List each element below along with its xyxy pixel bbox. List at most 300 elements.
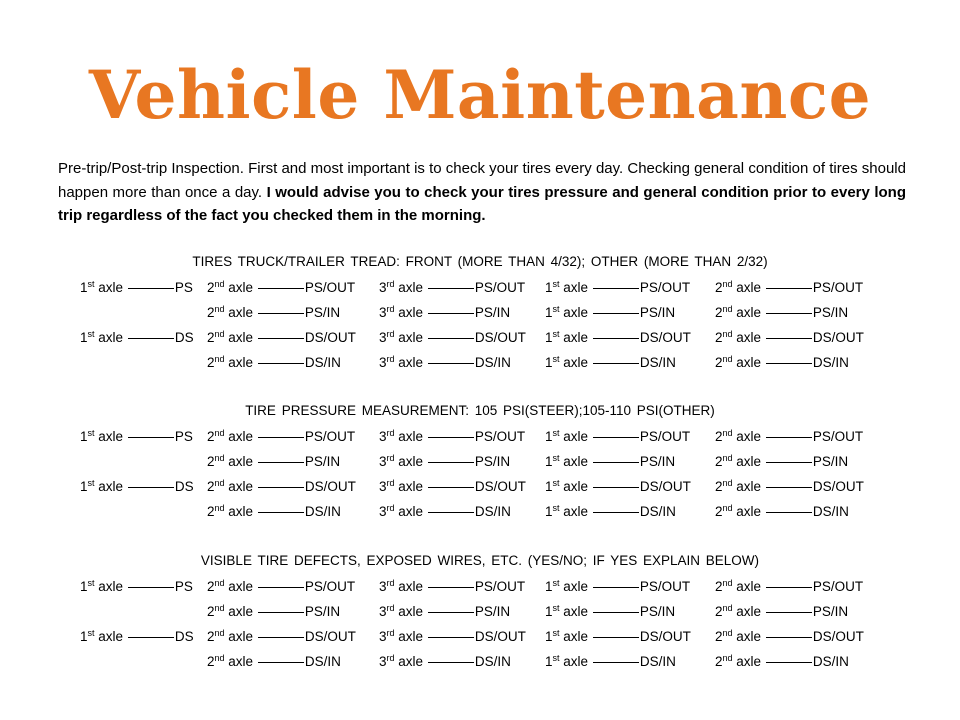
axle-ordinal: nd [722, 653, 733, 663]
axle-number: 3 [379, 504, 387, 519]
blank-field[interactable] [593, 473, 639, 488]
axle-number: 3 [379, 280, 387, 295]
axle-number: 2 [207, 355, 215, 370]
axle-row [0, 274, 960, 298]
axle-ordinal: nd [214, 354, 225, 364]
axle-word: axle [398, 429, 424, 444]
blank-field[interactable] [258, 324, 304, 339]
axle-entry [545, 324, 691, 350]
blank-field[interactable] [766, 598, 812, 613]
axle-number: 2 [207, 429, 215, 444]
blank-field[interactable] [258, 473, 304, 488]
tire-position: PS/OUT [304, 280, 356, 295]
tire-position: PS/OUT [812, 579, 864, 594]
axle-entry [715, 324, 864, 350]
blank-field[interactable] [428, 299, 474, 314]
tire-position: PS/OUT [639, 429, 691, 444]
axle-ordinal: nd [214, 453, 225, 463]
axle-ordinal: nd [722, 304, 733, 314]
blank-field[interactable] [593, 423, 639, 438]
axle-entry [379, 473, 526, 499]
blank-field[interactable] [428, 573, 474, 588]
section-heading: TIRE PRESSURE MEASUREMENT: 105 PSI(STEER);105-110 PSI(OTHER) [245, 403, 715, 418]
axle-ordinal: rd [386, 453, 395, 463]
axle-entry [379, 349, 511, 375]
tire-position: PS/IN [474, 305, 511, 320]
axle-number: 3 [379, 579, 387, 594]
axle-entry [379, 623, 526, 649]
axle-ordinal: st [552, 304, 560, 314]
axle-number: 3 [379, 454, 387, 469]
tire-position: DS/OUT [812, 629, 864, 644]
axle-number: 2 [715, 579, 723, 594]
blank-field[interactable] [428, 648, 474, 663]
axle-ordinal: nd [214, 428, 225, 438]
axle-number: 2 [207, 604, 215, 619]
axle-number: 1 [545, 355, 553, 370]
blank-field[interactable] [258, 349, 304, 364]
axle-word: axle [228, 629, 254, 644]
tire-position: DS/IN [304, 355, 341, 370]
axle-ordinal: nd [214, 478, 225, 488]
axle-number: 2 [207, 330, 215, 345]
axle-entry [207, 324, 356, 350]
axle-entry [379, 299, 510, 325]
axle-ordinal: rd [386, 653, 395, 663]
axle-word: axle [228, 579, 254, 594]
axle-number: 1 [545, 629, 553, 644]
axle-entry [545, 349, 676, 375]
tire-position: DS/IN [474, 504, 511, 519]
axle-word: axle [398, 479, 424, 494]
axle-number: 3 [379, 479, 387, 494]
blank-field[interactable] [766, 498, 812, 513]
axle-entry [379, 448, 510, 474]
tire-position: PS/IN [812, 454, 849, 469]
axle-number: 1 [545, 504, 553, 519]
axle-number: 2 [715, 654, 723, 669]
blank-field[interactable] [766, 573, 812, 588]
axle-entry [715, 349, 849, 375]
tire-position: DS/IN [812, 504, 849, 519]
section-heading: VISIBLE TIRE DEFECTS, EXPOSED WIRES, ETC. (YES/NO; IF YES EXPLAIN BELOW) [200, 553, 760, 568]
axle-word: axle [228, 280, 254, 295]
axle-ordinal: rd [386, 354, 395, 364]
axle-entry [545, 573, 690, 599]
axle-number: 1 [545, 454, 553, 469]
axle-word: axle [228, 604, 254, 619]
axle-ordinal: nd [214, 329, 225, 339]
axle-ordinal: nd [214, 628, 225, 638]
axle-ordinal: st [552, 603, 560, 613]
tire-position: PS/IN [812, 604, 849, 619]
tire-position: PS/OUT [639, 579, 691, 594]
axle-number: 2 [715, 629, 723, 644]
axle-ordinal: st [552, 279, 560, 289]
blank-field[interactable] [593, 324, 639, 339]
axle-word: axle [736, 504, 762, 519]
axle-word: axle [563, 305, 589, 320]
axle-ordinal: nd [722, 478, 733, 488]
axle-word: axle [228, 454, 254, 469]
axle-number: 1 [80, 429, 88, 444]
tire-position: PS [174, 280, 193, 295]
axle-entry [379, 498, 511, 524]
tire-position: DS/OUT [812, 330, 864, 345]
axle-number: 1 [545, 429, 553, 444]
axle-number: 1 [80, 629, 88, 644]
axle-number: 3 [379, 355, 387, 370]
tire-position: PS/OUT [474, 579, 526, 594]
axle-ordinal: rd [386, 279, 395, 289]
blank-field[interactable] [766, 648, 812, 663]
blank-field[interactable] [766, 423, 812, 438]
blank-field[interactable] [428, 274, 474, 289]
axle-word: axle [98, 479, 124, 494]
blank-field[interactable] [128, 473, 174, 488]
blank-field[interactable] [428, 349, 474, 364]
blank-field[interactable] [258, 299, 304, 314]
axle-number: 3 [379, 654, 387, 669]
axle-entry [545, 648, 676, 674]
axle-number: 1 [545, 330, 553, 345]
axle-ordinal: nd [214, 653, 225, 663]
axle-number: 1 [80, 280, 88, 295]
tire-position: DS/OUT [639, 330, 691, 345]
blank-field[interactable] [258, 573, 304, 588]
axle-ordinal: nd [722, 578, 733, 588]
axle-entry [207, 648, 341, 674]
tire-position: DS/OUT [304, 479, 356, 494]
section-heading: TIRES TRUCK/TRAILER TREAD: FRONT (MORE THAN 4/32); OTHER (MORE THAN 2/32) [192, 254, 768, 269]
tire-position: PS/OUT [474, 280, 526, 295]
axle-entry [80, 324, 194, 350]
axle-word: axle [736, 355, 762, 370]
axle-number: 1 [545, 280, 553, 295]
axle-number: 2 [207, 479, 215, 494]
blank-field[interactable] [128, 423, 174, 438]
blank-field[interactable] [428, 598, 474, 613]
axle-entry [715, 274, 863, 300]
tire-position: PS/OUT [304, 579, 356, 594]
blank-field[interactable] [766, 448, 812, 463]
axle-word: axle [228, 654, 254, 669]
axle-ordinal: st [87, 478, 95, 488]
axle-entry [545, 623, 691, 649]
axle-ordinal: st [552, 653, 560, 663]
axle-ordinal: nd [722, 279, 733, 289]
axle-entry [545, 473, 691, 499]
axle-number: 1 [80, 330, 88, 345]
blank-field[interactable] [593, 648, 639, 663]
axle-number: 2 [715, 504, 723, 519]
axle-word: axle [98, 629, 124, 644]
axle-word: axle [736, 479, 762, 494]
axle-entry [80, 274, 193, 300]
blank-field[interactable] [258, 423, 304, 438]
axle-ordinal: rd [386, 603, 395, 613]
axle-row [0, 498, 960, 522]
axle-word: axle [563, 330, 589, 345]
axle-word: axle [736, 604, 762, 619]
axle-ordinal: st [552, 478, 560, 488]
blank-field[interactable] [128, 623, 174, 638]
axle-word: axle [228, 504, 254, 519]
axle-entry [207, 349, 341, 375]
axle-word: axle [563, 479, 589, 494]
axle-word: axle [736, 579, 762, 594]
axle-row [0, 573, 960, 597]
tire-position: DS/OUT [474, 479, 526, 494]
axle-ordinal: nd [722, 428, 733, 438]
blank-field[interactable] [258, 448, 304, 463]
blank-field[interactable] [258, 623, 304, 638]
axle-entry [207, 473, 356, 499]
axle-ordinal: nd [214, 603, 225, 613]
axle-word: axle [736, 280, 762, 295]
axle-entry [379, 598, 510, 624]
axle-row [0, 299, 960, 323]
axle-number: 2 [207, 305, 215, 320]
axle-ordinal: nd [722, 329, 733, 339]
axle-word: axle [563, 280, 589, 295]
axle-word: axle [228, 355, 254, 370]
axle-word: axle [228, 429, 254, 444]
axle-word: axle [98, 579, 124, 594]
axle-word: axle [398, 604, 424, 619]
intro-advice-text: I would advise you to check your tires pressure and general condition prior to every long trip regardless of the fact you checked them in the morning. [58, 183, 906, 224]
axle-entry [80, 573, 193, 599]
axle-entry [545, 423, 690, 449]
axle-entry [207, 448, 340, 474]
axle-ordinal: nd [722, 354, 733, 364]
blank-field[interactable] [128, 573, 174, 588]
axle-entry [379, 648, 511, 674]
axle-ordinal: st [87, 279, 95, 289]
blank-field[interactable] [428, 473, 474, 488]
axle-number: 2 [715, 454, 723, 469]
tire-position: DS/OUT [304, 330, 356, 345]
tire-position: DS/IN [474, 355, 511, 370]
tire-position: PS/IN [639, 454, 676, 469]
axle-ordinal: nd [214, 304, 225, 314]
axle-entry [545, 598, 675, 624]
tire-position: PS/IN [639, 305, 676, 320]
axle-number: 2 [715, 604, 723, 619]
axle-ordinal: nd [722, 628, 733, 638]
axle-word: axle [736, 305, 762, 320]
tire-position: DS/OUT [474, 629, 526, 644]
axle-entry [379, 324, 526, 350]
axle-number: 1 [80, 579, 88, 594]
axle-word: axle [98, 330, 124, 345]
tire-position: PS/IN [304, 454, 341, 469]
axle-word: axle [563, 504, 589, 519]
axle-ordinal: st [87, 329, 95, 339]
tire-position: PS/IN [474, 454, 511, 469]
axle-number: 2 [207, 504, 215, 519]
blank-field[interactable] [766, 623, 812, 638]
axle-number: 3 [379, 604, 387, 619]
axle-entry [207, 274, 355, 300]
axle-ordinal: st [552, 428, 560, 438]
blank-field[interactable] [593, 573, 639, 588]
blank-field[interactable] [428, 448, 474, 463]
axle-row [0, 423, 960, 447]
axle-word: axle [398, 330, 424, 345]
axle-ordinal: st [552, 354, 560, 364]
axle-ordinal: st [552, 453, 560, 463]
axle-number: 2 [715, 479, 723, 494]
axle-entry [207, 573, 355, 599]
tire-position: PS/IN [304, 604, 341, 619]
blank-field[interactable] [428, 623, 474, 638]
tire-position: DS/IN [639, 654, 676, 669]
axle-entry [715, 498, 849, 524]
axle-number: 2 [207, 654, 215, 669]
axle-word: axle [736, 629, 762, 644]
axle-ordinal: nd [722, 503, 733, 513]
tire-position: PS/OUT [304, 429, 356, 444]
axle-word: axle [398, 454, 424, 469]
blank-field[interactable] [258, 648, 304, 663]
intro-text: Pre-trip/Post-trip Inspection. First and most important is to check your tires every day. Checking general condition of tires should happen more than once a day. [58, 160, 906, 201]
axle-entry [545, 274, 690, 300]
axle-word: axle [563, 629, 589, 644]
axle-word: axle [563, 355, 589, 370]
axle-entry [207, 623, 356, 649]
axle-number: 3 [379, 629, 387, 644]
axle-entry [379, 573, 525, 599]
blank-field[interactable] [766, 349, 812, 364]
blank-field[interactable] [428, 498, 474, 513]
axle-ordinal: nd [214, 578, 225, 588]
axle-word: axle [736, 330, 762, 345]
axle-word: axle [398, 280, 424, 295]
tire-position: PS/OUT [639, 280, 691, 295]
axle-ordinal: st [87, 578, 95, 588]
axle-number: 2 [715, 330, 723, 345]
tire-position: PS/IN [812, 305, 849, 320]
axle-word: axle [736, 429, 762, 444]
axle-row [0, 448, 960, 472]
axle-ordinal: rd [386, 503, 395, 513]
axle-number: 2 [207, 629, 215, 644]
axle-ordinal: rd [386, 304, 395, 314]
blank-field[interactable] [593, 299, 639, 314]
axle-number: 3 [379, 305, 387, 320]
intro-paragraph [58, 157, 906, 228]
axle-ordinal: st [552, 503, 560, 513]
blank-field[interactable] [766, 274, 812, 289]
tire-position: DS/IN [639, 355, 676, 370]
tire-position: DS/OUT [474, 330, 526, 345]
axle-row [0, 598, 960, 622]
axle-entry [545, 448, 675, 474]
axle-entry [80, 623, 194, 649]
axle-word: axle [563, 579, 589, 594]
blank-field[interactable] [766, 324, 812, 339]
axle-ordinal: nd [722, 453, 733, 463]
axle-word: axle [228, 330, 254, 345]
axle-entry [715, 299, 848, 325]
tire-position: PS/IN [304, 305, 341, 320]
tire-position: DS/IN [812, 654, 849, 669]
blank-field[interactable] [428, 324, 474, 339]
blank-field[interactable] [593, 274, 639, 289]
axle-number: 3 [379, 330, 387, 345]
tire-position: DS/IN [304, 654, 341, 669]
blank-field[interactable] [593, 498, 639, 513]
blank-field[interactable] [766, 299, 812, 314]
axle-number: 1 [545, 604, 553, 619]
blank-field[interactable] [258, 598, 304, 613]
axle-ordinal: nd [214, 279, 225, 289]
axle-number: 2 [207, 579, 215, 594]
axle-word: axle [398, 305, 424, 320]
axle-word: axle [228, 305, 254, 320]
axle-word: axle [563, 604, 589, 619]
blank-field[interactable] [593, 598, 639, 613]
axle-ordinal: nd [214, 503, 225, 513]
blank-field[interactable] [258, 274, 304, 289]
axle-row [0, 349, 960, 373]
axle-entry [715, 648, 849, 674]
blank-field[interactable] [593, 349, 639, 364]
axle-ordinal: rd [386, 478, 395, 488]
blank-field[interactable] [593, 623, 639, 638]
tire-position: DS [174, 330, 194, 345]
axle-word: axle [563, 429, 589, 444]
axle-number: 1 [80, 479, 88, 494]
axle-ordinal: st [552, 628, 560, 638]
axle-word: axle [398, 579, 424, 594]
tire-position: DS [174, 479, 194, 494]
axle-word: axle [228, 479, 254, 494]
axle-word: axle [563, 454, 589, 469]
axle-word: axle [398, 355, 424, 370]
axle-word: axle [398, 629, 424, 644]
axle-entry [207, 299, 340, 325]
blank-field[interactable] [258, 498, 304, 513]
axle-number: 2 [715, 305, 723, 320]
axle-entry [715, 573, 863, 599]
tire-position: DS/IN [304, 504, 341, 519]
axle-entry [80, 473, 194, 499]
axle-entry [379, 274, 525, 300]
tire-position: PS/OUT [812, 429, 864, 444]
axle-number: 1 [545, 654, 553, 669]
blank-field[interactable] [766, 473, 812, 488]
axle-number: 1 [545, 579, 553, 594]
axle-ordinal: rd [386, 578, 395, 588]
axle-entry [715, 473, 864, 499]
axle-ordinal: st [552, 578, 560, 588]
axle-entry [545, 498, 676, 524]
axle-row [0, 648, 960, 672]
axle-word: axle [736, 654, 762, 669]
axle-word: axle [563, 654, 589, 669]
axle-ordinal: nd [722, 603, 733, 613]
axle-word: axle [398, 654, 424, 669]
blank-field[interactable] [428, 423, 474, 438]
tire-position: DS/OUT [812, 479, 864, 494]
tire-position: PS/IN [639, 604, 676, 619]
blank-field[interactable] [128, 274, 174, 289]
blank-field[interactable] [593, 448, 639, 463]
blank-field[interactable] [128, 324, 174, 339]
tire-position: PS/OUT [474, 429, 526, 444]
